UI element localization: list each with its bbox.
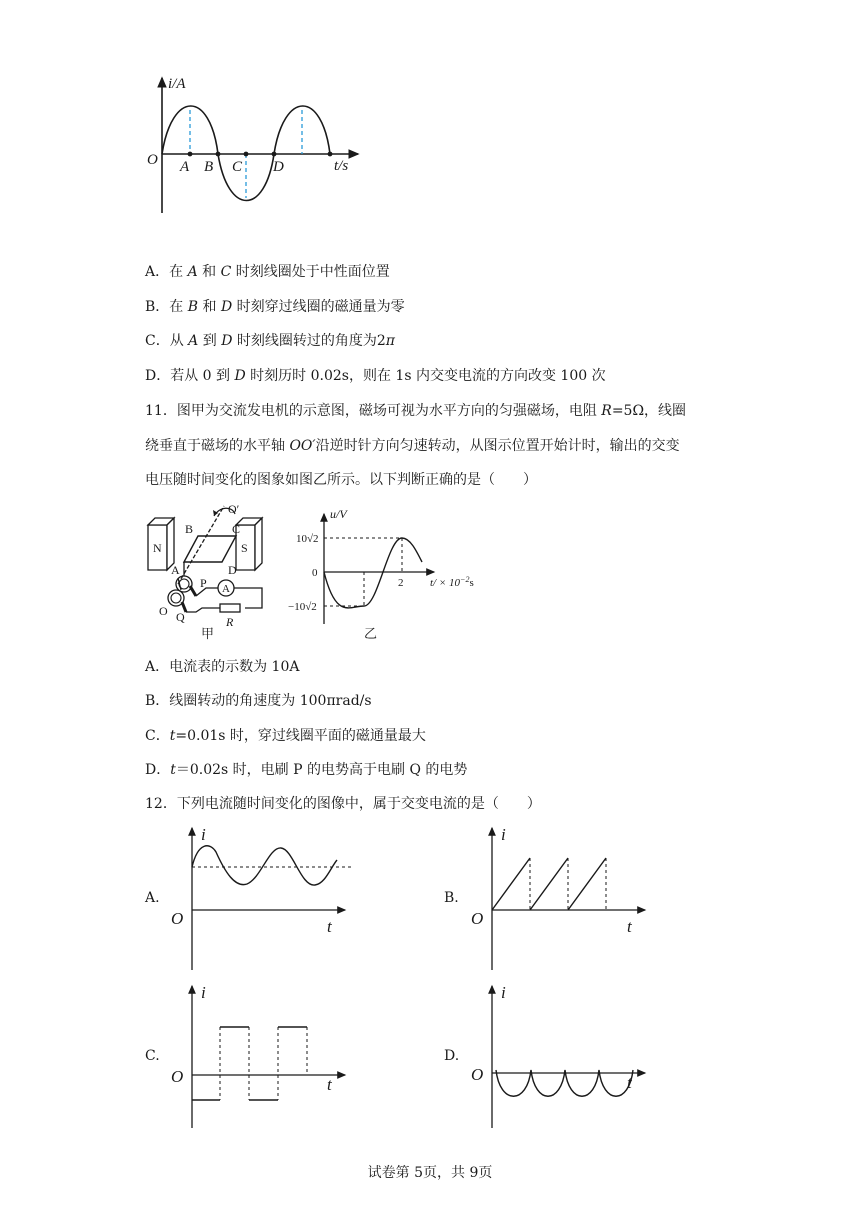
q12-graph-a[interactable]: [165, 822, 365, 972]
jia-label-b: B: [185, 522, 194, 536]
svg-text:t: t: [327, 1075, 332, 1094]
svg-text:i: i: [201, 825, 206, 844]
q11-stem-line-1: 11．图甲为交流发电机的示意图，磁场可视为水平方向的匀强磁场，电阻 R=5Ω，线圈: [145, 403, 687, 419]
jia-label-a: A: [171, 563, 180, 577]
q11-stem-line-2: 绕垂直于磁场的水平轴 OO′沿逆时针方向匀速转动，从图示位置开始计时，输出的交变: [145, 438, 680, 454]
svg-text:O: O: [171, 909, 184, 928]
q11-generator-diagram: [140, 498, 280, 643]
ammeter-symbol: A: [222, 583, 230, 595]
yi-x-tick: 2: [398, 577, 404, 589]
yi-ymax-label: 10√2: [296, 533, 319, 545]
svg-text:O: O: [471, 909, 484, 928]
q10-option-b[interactable]: B．在 B 和 D 时刻穿过线圈的磁通量为零: [145, 299, 405, 315]
q10-x-axis-label: t/s: [334, 158, 349, 174]
q12-option-c-label[interactable]: C.: [145, 1048, 160, 1064]
q12-question: 12．下列电流随时间变化的图像中，属于交变电流的是（ ）: [145, 796, 541, 812]
q11-stem-line-3: 电压随时间变化的图象如图乙所示。以下判断正确的是（ ）: [145, 472, 537, 488]
q10-option-a[interactable]: A．在 A 和 C 时刻线圈处于中性面位置: [145, 264, 390, 280]
jia-label-q: Q: [176, 610, 185, 624]
q11-option-d[interactable]: D．t＝0.02s 时，电刷 P 的电势高于电刷 Q 的电势: [145, 762, 468, 778]
svg-text:O: O: [171, 1067, 184, 1086]
jia-label-n: N: [153, 541, 162, 555]
q10-point-d: D: [273, 159, 284, 175]
q11-option-a[interactable]: A．电流表的示数为 10A: [145, 659, 300, 675]
q10-option-c[interactable]: C．从 A 到 D 时刻线圈转过的角度为2π: [145, 333, 395, 349]
svg-text:t: t: [627, 917, 632, 936]
svg-text:i: i: [501, 983, 506, 1002]
svg-text:i: i: [201, 983, 206, 1002]
q10-y-axis-label: i/A: [168, 76, 186, 92]
jia-label-o: O: [159, 604, 168, 618]
jia-label-p: P: [200, 576, 207, 590]
jia-caption: 甲: [201, 626, 215, 641]
yi-x-label: $t/ \times 10^{-2}s$: [430, 575, 474, 589]
svg-text:t: t: [627, 1073, 632, 1092]
yi-ymin-label: −10√2: [288, 601, 317, 613]
q11-option-c[interactable]: C．t=0.01s 时，穿过线圈平面的磁通量最大: [145, 728, 426, 744]
q10-point-b: B: [204, 159, 214, 175]
q12-graph-d[interactable]: [465, 980, 665, 1130]
q11-voltage-graph: [284, 504, 494, 644]
page-footer: 试卷第 5页，共 9页: [367, 1165, 493, 1181]
yi-origin-label: 0: [312, 567, 318, 579]
svg-text:O: O: [471, 1065, 484, 1084]
jia-label-s: S: [241, 541, 248, 555]
q10-point-a: A: [180, 159, 190, 175]
q11-option-b[interactable]: B．线圈转动的角速度为 100πrad/s: [145, 693, 372, 709]
yi-caption: 乙: [364, 626, 378, 641]
svg-text:i: i: [501, 825, 506, 844]
q12-graph-c[interactable]: [165, 980, 365, 1130]
q12-graph-b[interactable]: [465, 822, 665, 972]
jia-label-d: D: [228, 563, 237, 577]
q12-option-b-label[interactable]: B.: [444, 890, 459, 906]
q10-current-graph: [140, 70, 370, 220]
svg-text:t: t: [327, 917, 332, 936]
jia-resistor-label: R: [226, 615, 234, 629]
yi-y-label: u/V: [330, 507, 347, 521]
jia-label-oprime: O′: [228, 502, 240, 516]
q12-option-d-label[interactable]: D.: [444, 1048, 460, 1064]
q10-origin-label: O: [147, 152, 158, 168]
q12-option-a-label[interactable]: A.: [145, 890, 160, 906]
q10-point-c: C: [232, 159, 243, 175]
q10-option-d[interactable]: D．若从 0 到 D 时刻历时 0.02s，则在 1s 内交变电流的方向改变 100 次: [145, 368, 606, 384]
jia-label-c: C: [232, 522, 241, 536]
